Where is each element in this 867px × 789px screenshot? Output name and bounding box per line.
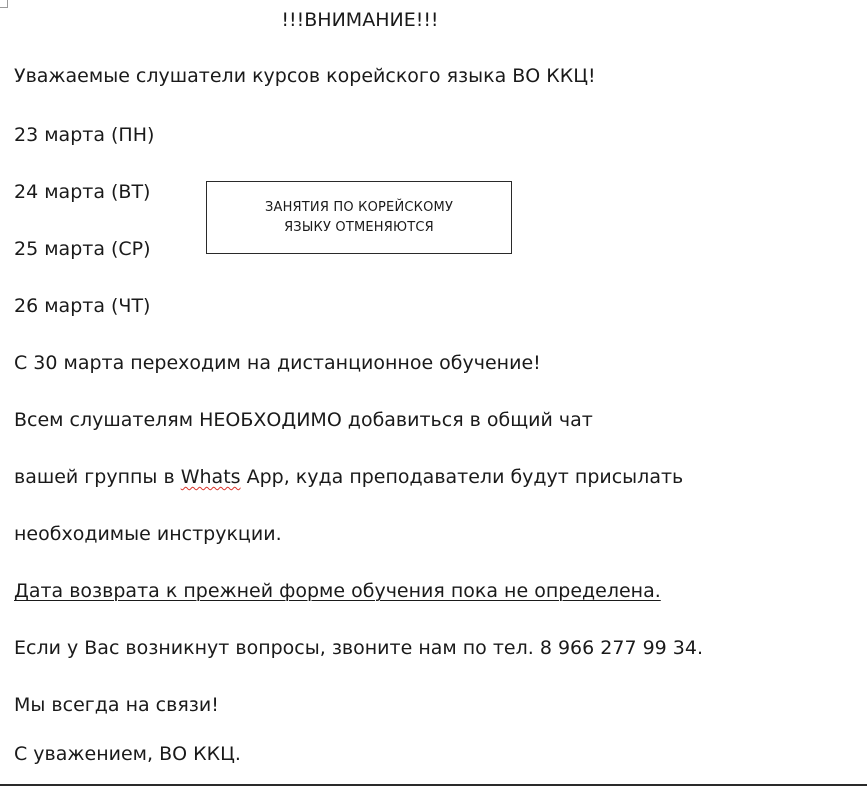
contact-phone-line: Если у Вас возникнут вопросы, звоните нам по тел. 8 966 277 99 34. bbox=[14, 637, 704, 659]
chat-line-2-suffix: App, куда преподаватели будут присылать bbox=[240, 466, 684, 488]
cancellation-notice-box bbox=[206, 181, 512, 254]
signature-line: С уважением, ВО ККЦ. bbox=[14, 743, 241, 765]
date-line-4: 26 марта (ЧТ) bbox=[14, 295, 151, 317]
notice-title: !!!ВНИМАНИЕ!!! bbox=[281, 9, 439, 31]
date-line-1: 23 марта (ПН) bbox=[14, 124, 155, 146]
notice-box-line-1: ЗАНЯТИЯ ПО КОРЕЙСКОМУ bbox=[264, 199, 454, 215]
chat-instruction-line-3: необходимые инструкции. bbox=[14, 523, 282, 545]
bottom-border-line bbox=[0, 784, 867, 786]
chat-instruction-line-1: Всем слушателям НЕОБХОДИМО добавиться в общий чат bbox=[14, 409, 593, 431]
distance-learning-line: С 30 марта переходим на дистанционное обучение! bbox=[14, 352, 541, 374]
notice-box-line-2: ЯЗЫКУ ОТМЕНЯЮТСЯ bbox=[284, 219, 434, 235]
date-line-2: 24 марта (ВТ) bbox=[14, 181, 151, 203]
date-line-3: 25 марта (СР) bbox=[14, 238, 151, 260]
chat-line-2-prefix: вашей группы в bbox=[14, 466, 181, 488]
always-in-touch-line: Мы всегда на связи! bbox=[14, 694, 219, 716]
return-date-line: Дата возврата к прежней форме обучения пока не определена. bbox=[14, 580, 661, 602]
greeting-line: Уважаемые слушатели курсов корейского языка ВО ККЦ! bbox=[14, 65, 596, 87]
page-corner-mark bbox=[0, 0, 8, 8]
chat-instruction-line-2 bbox=[14, 465, 683, 489]
misspelled-word-whats: Whats bbox=[180, 466, 241, 488]
